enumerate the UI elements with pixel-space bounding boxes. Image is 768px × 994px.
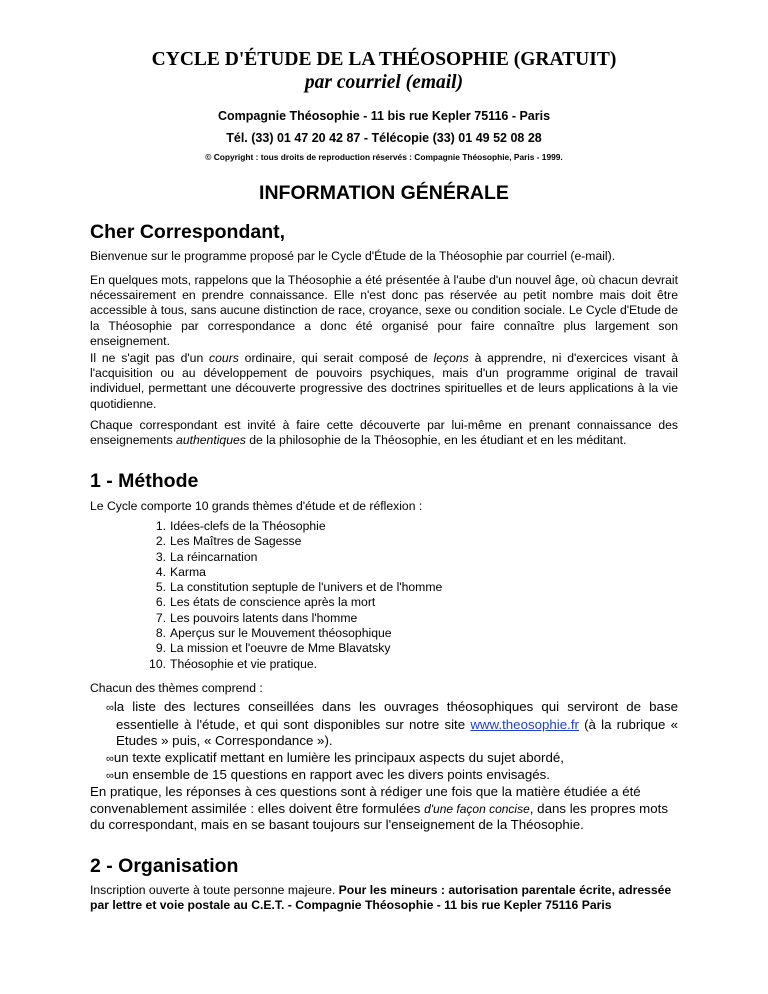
list-item: 5. La constitution septuple de l'univers et de l'homme	[155, 580, 443, 595]
bullet-icon: ∞	[106, 770, 114, 783]
organisation-paragraph: Inscription ouverte à toute personne majeure. Pour les mineurs : autorisation parentale écrite, adressée par lettre et voie postale au C.E.T. - Compagnie Théosophie - 11 bis rue Kepler 75116 Paris	[90, 883, 672, 913]
organisation-heading: 2 - Organisation	[90, 855, 239, 877]
themes-each-intro: Chacun des thèmes comprend :	[90, 681, 263, 695]
list-item: 2. Les Maîtres de Sagesse	[155, 534, 302, 549]
list-item: 7. Les pouvoirs latents dans l'homme	[155, 610, 358, 625]
list-item: 1. Idées-clefs de la Théosophie	[155, 519, 326, 533]
list-item: 10. Théosophie et vie pratique.	[149, 656, 318, 671]
document-title: CYCLE D'ÉTUDE DE LA THÉOSOPHIE (GRATUIT)	[151, 49, 617, 70]
website-link[interactable]: www.theosophie.fr	[470, 716, 579, 732]
intro-paragraph-2: En quelques mots, rappelons que la Théosophie a été présentée à l'aube d'un nouvel âge, où chacun devrait nécessairement en prendre connaissance. Elle n'est donc pas réservée au petit nombre mais doit être accessible à tous, sans aucune distinction de race, croyance, sexe ou condition sociale. Le Cycle d'Etude de la Théosophie par correspondance a donc été organisé pour faire connaître plus largement son enseignement.	[90, 273, 678, 348]
themes-list	[148, 519, 442, 672]
list-item: ∞un ensemble de 15 questions en rapport avec les divers points envisagés.	[106, 767, 550, 783]
copyright-notice: © Copyright : tous droits de reproduction réservés : Compagnie Théosophie, Paris - 1999.	[205, 152, 563, 162]
method-heading: 1 - Méthode	[90, 470, 199, 492]
intro-paragraph-3: Il ne s'agit pas d'un cours ordinaire, qui serait composé de leçons à apprendre, ni d'exercices visant à l'acquisition ou au développement de pouvoirs psychiques, mais d'un programme original de travail individuel, permettant une découverte progressive des doctrines spirituelles et de leurs applications à la vie quotidienne.	[90, 351, 678, 411]
list-item: 9. La mission et l'oeuvre de Mme Blavatsky	[155, 641, 391, 656]
org-address: Compagnie Théosophie - 11 bis rue Kepler 75116 - Paris	[217, 109, 551, 123]
org-phone: Tél. (33) 01 47 20 42 87 - Télécopie (33) 01 49 52 08 28	[226, 131, 542, 145]
components-list	[106, 699, 678, 785]
bullet-icon: ∞	[106, 752, 114, 765]
greeting-heading: Cher Correspondant,	[90, 221, 286, 243]
intro-paragraph-4: Chaque correspondant est invité à faire cette découverte par lui-même en prenant connaissance des enseignements authentiques de la philosophie de la Théosophie, en les étudiant et en les méditant.	[90, 418, 678, 448]
list-item: ∞la liste des lectures conseillées dans les ouvrages théosophiques qui serviront de base essentielle à l'étude, et qui sont disponibles sur notre site www.theosophie.fr (à la rubrique « Etudes » puis, « Correspondance »).	[106, 699, 678, 749]
list-item: 4. Karma	[155, 564, 206, 579]
list-item: 8. Aperçus sur le Mouvement théosophique	[155, 626, 392, 641]
practice-paragraph: En pratique, les réponses à ces questions sont à rédiger une fois que la matière étudiée a été convenablement assimilée : elles doivent être formulées d'une façon concise, dans les propres mots du correspondant, mais en se basant toujours sur l'enseignement de la Théosophie.	[90, 784, 668, 832]
list-item: 6. Les états de conscience après la mort	[155, 595, 376, 610]
intro-paragraph-1: Bienvenue sur le programme proposé par le Cycle d'Étude de la Théosophie par courriel (e-mail).	[90, 249, 616, 263]
document-subtitle: par courriel (email)	[304, 72, 464, 93]
list-item: ∞un texte explicatif mettant en lumière les principaux aspects du sujet abordé,	[106, 749, 564, 765]
bullet-icon: ∞	[106, 702, 114, 714]
method-intro: Le Cycle comporte 10 grands thèmes d'étude et de réflexion :	[90, 499, 423, 513]
info-heading: INFORMATION GÉNÉRALE	[259, 182, 509, 204]
list-item: 3. La réincarnation	[155, 549, 258, 564]
